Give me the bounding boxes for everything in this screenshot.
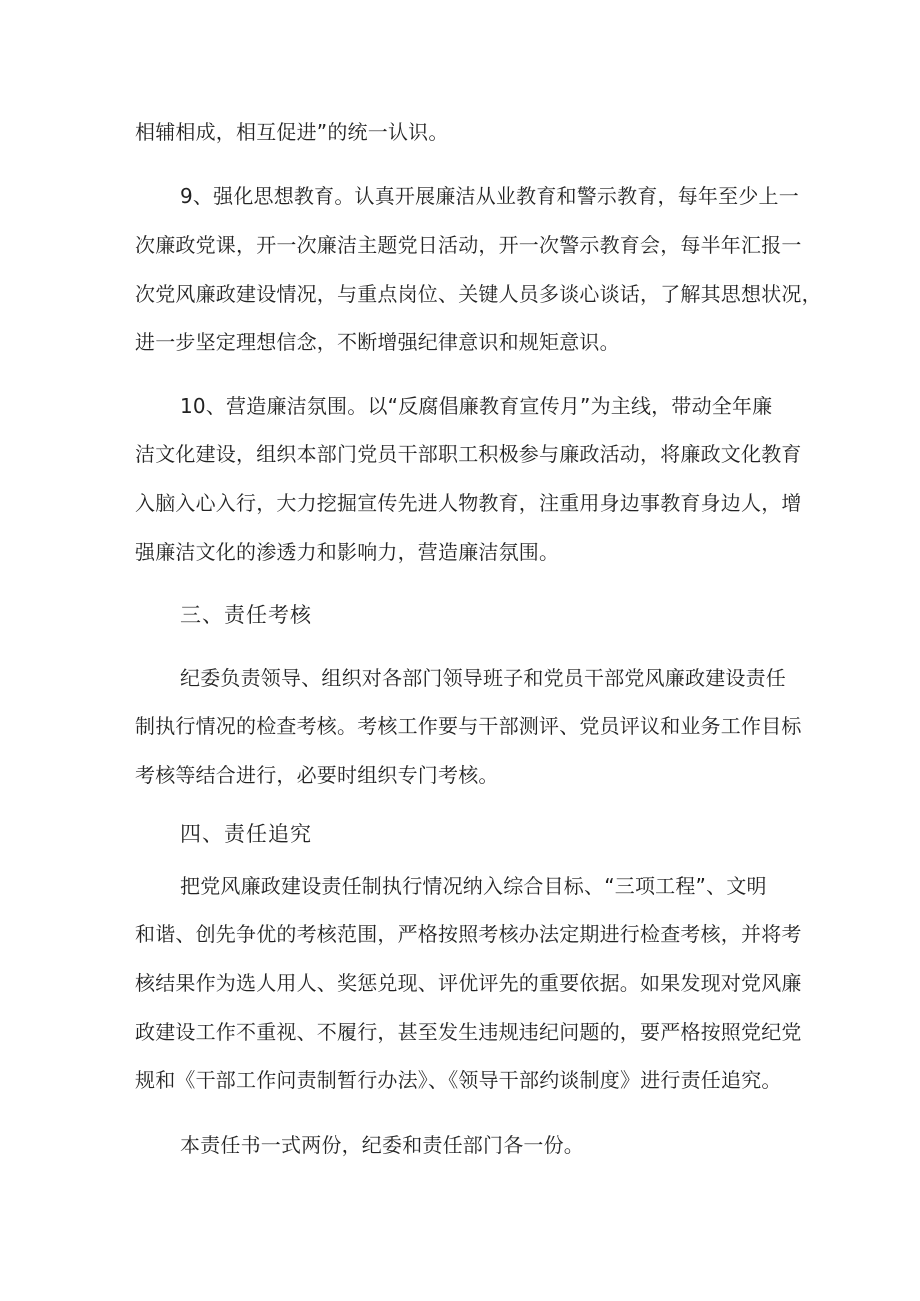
assessment-line-2: 制执行情况的检查考核。考核工作要与干部测评、党员评议和业务工作目标: [135, 714, 802, 738]
assessment-line-3: 考核等结合进行，必要时组织专门考核。: [135, 763, 499, 787]
para-9-line-1: 9、强化思想教育。认真开展廉洁从业教育和警示教育，每年至少上一: [180, 184, 799, 208]
accountability-line-4: 政建设工作不重视、不履行，甚至发生违规违纪问题的，要严格按照党纪党: [135, 1020, 802, 1044]
para-10-line-2: 洁文化建设，组织本部门党员干部职工积极参与廉政活动，将廉政文化教育: [135, 442, 802, 466]
accountability-line-3: 核结果作为选人用人、奖惩兑现、评优评先的重要依据。如果发现对党风廉: [135, 971, 802, 995]
para-9-line-2: 次廉政党课，开一次廉洁主题党日活动，开一次警示教育会，每半年汇报一: [135, 233, 802, 257]
assessment-line-1: 纪委负责领导、组织对各部门领导班子和党员干部党风廉政建设责任: [180, 666, 786, 690]
para-9-line-4: 进一步坚定理想信念，不断增强纪律意识和规矩意识。: [135, 330, 620, 354]
para-10-line-1: 10、营造廉洁氛围。以“反腐倡廉教育宣传月”为主线，带动全年廉: [180, 394, 773, 418]
para-10-line-4: 强廉洁文化的渗透力和影响力，营造廉洁氛围。: [135, 540, 560, 564]
para-10-line-3: 入脑入心入行，大力挖掘宣传先进人物教育，注重用身边事教育身边人，增: [135, 491, 802, 515]
section-heading-accountability: 四、责任追究: [180, 822, 312, 846]
accountability-line-1: 把党风廉政建设责任制执行情况纳入综合目标、“三项工程”、文明: [180, 874, 767, 898]
para-9-line-3: 次党风廉政建设情况，与重点岗位、关键人员多谈心谈话，了解其思想状况，: [135, 282, 822, 306]
accountability-line-5: 规和《干部工作问责制暂行办法》、《领导干部约谈制度》进行责任追究。: [135, 1068, 782, 1092]
section-heading-responsibility-assessment: 三、责任考核: [180, 603, 312, 627]
closing-line-1: 本责任书一式两份，纪委和责任部门各一份。: [180, 1133, 584, 1157]
accountability-line-2: 和谐、创先争优的考核范围，严格按照考核办法定期进行检查考核，并将考: [135, 922, 802, 946]
intro-line-1: 相辅相成，相互促进”的统一认识。: [135, 120, 449, 144]
